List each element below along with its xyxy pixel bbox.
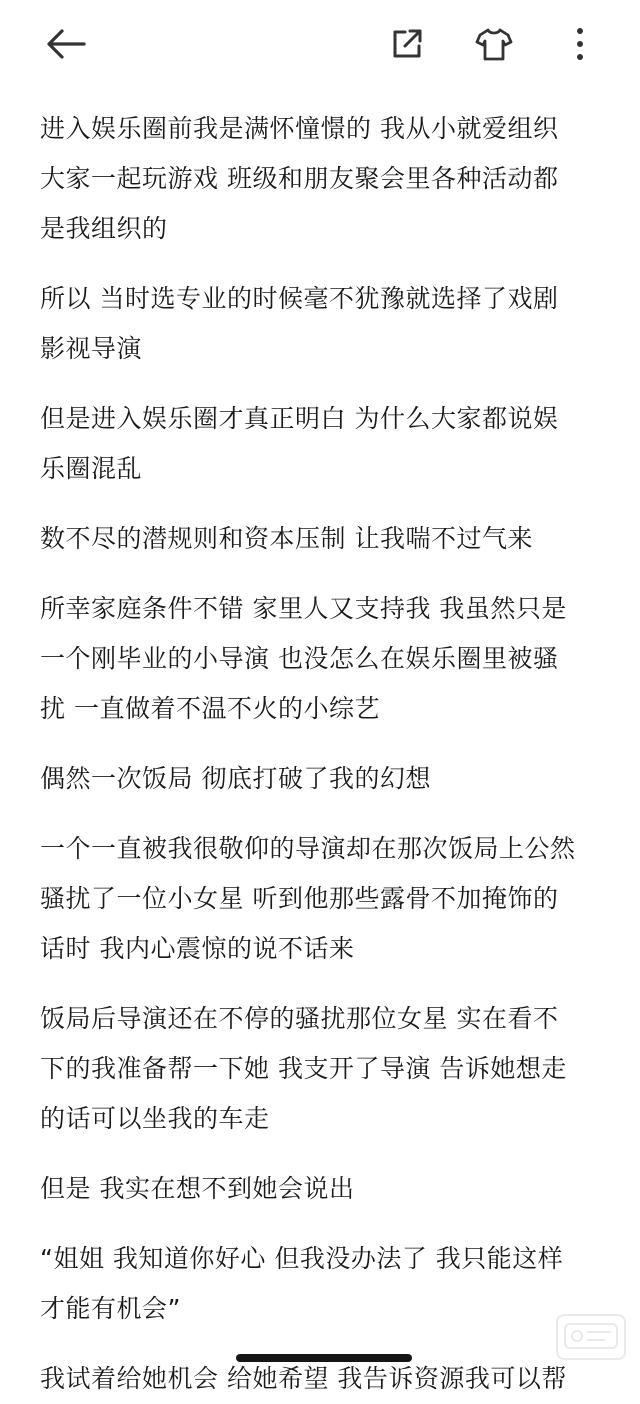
back-button[interactable]: [40, 18, 92, 70]
more-options-button[interactable]: [554, 18, 606, 70]
scroll-handle[interactable]: [236, 1354, 412, 1362]
watermark-icon: [561, 1318, 621, 1354]
article-paragraph: 所幸家庭条件不错 家里人又支持我 我虽然只是 一个刚毕业的小导演 也没怎么在娱乐圈里被骚 扰 一直做着不温不火的小综艺: [40, 594, 567, 723]
back-arrow-icon: [44, 22, 88, 66]
article-paragraph: 但是 我实在想不到她会说出: [40, 1174, 355, 1203]
article-paragraph: 饭局后导演还在不停的骚扰那位女星 实在看不 下的我准备帮一下她 我支开了导演 告诉她想走 的话可以坐我的车走: [40, 1004, 567, 1133]
tshirt-icon: [474, 24, 514, 64]
more-vertical-icon: [574, 26, 586, 62]
article-paragraph: 偶然一次饭局 彻底打破了我的幻想: [40, 764, 431, 793]
article-paragraph: 但是进入娱乐圈才真正明白 为什么大家都说娱 乐圈混乱: [40, 404, 559, 483]
theme-button[interactable]: [468, 18, 520, 70]
article-paragraph: 我试着给她机会 给她希望 我告诉资源我可以帮: [40, 1364, 567, 1393]
watermark-logo: [556, 1314, 626, 1360]
top-toolbar: [0, 0, 640, 88]
article-paragraph: 数不尽的潜规则和资本压制 让我喘不过气来: [40, 524, 533, 553]
article-body: [40, 104, 600, 1404]
external-share-icon: [389, 26, 425, 62]
article-paragraph: “姐姐 我知道你好心 但我没办法了 我只能这样 才能有机会”: [40, 1244, 564, 1323]
share-button[interactable]: [381, 18, 433, 70]
article-paragraph: 一个一直被我很敬仰的导演却在那次饭局上公然 骚扰了一位小女星 听到他那些露骨不加掩饰的 话时 我内心震惊的说不话来: [40, 834, 576, 963]
article-paragraph: 进入娱乐圈前我是满怀憧憬的 我从小就爱组织 大家一起玩游戏 班级和朋友聚会里各种活动都 是我组织的: [40, 114, 559, 243]
article-paragraph: 所以 当时选专业的时候毫不犹豫就选择了戏剧 影视导演: [40, 284, 559, 363]
